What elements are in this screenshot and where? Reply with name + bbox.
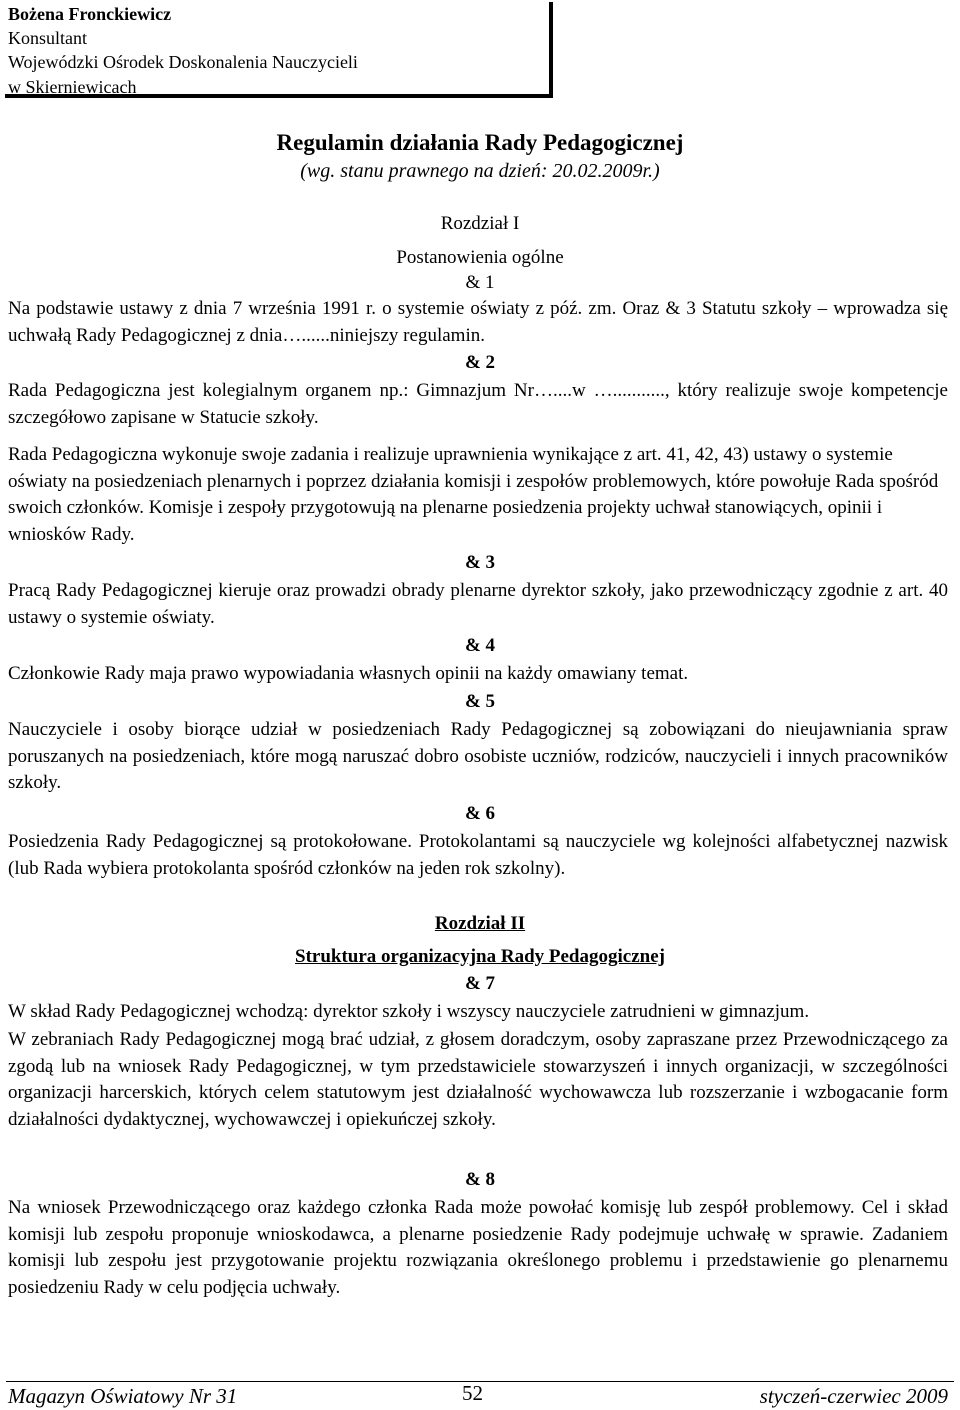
- section-3-marker: & 3: [464, 552, 496, 573]
- document-subtitle: (wg. stanu prawnego na dzień: 20.02.2009r.): [300, 160, 660, 182]
- section-4-marker: & 4: [464, 635, 496, 656]
- author-box: [5, 2, 553, 98]
- document-title: Regulamin działania Rady Pedagogicznej: [276, 130, 684, 155]
- section-1-text: Na podstawie ustawy z dnia 7 września 1991 r. o systemie oświaty z póź. zm. Oraz & 3 Statutu szkoły – wprowadza się uchwałą Rady Pedagogicznej z dnia…......niniejszy regulamin.: [8, 298, 948, 346]
- section-5-marker: & 5: [464, 691, 496, 712]
- section-8-marker: & 8: [464, 1169, 496, 1190]
- section-2-marker: & 2: [464, 352, 496, 373]
- chapter-1-subheading: Postanowienia ogólne: [396, 247, 564, 268]
- section-4-text: Członkowie Rady maja prawo wypowiadania własnych opinii na każdy omawiany temat.: [8, 663, 689, 684]
- section-1-marker: & 1: [465, 272, 495, 293]
- footer-magazine: Magazyn Oświatowy Nr 31: [8, 1384, 238, 1408]
- chapter-1-heading: Rozdział I: [440, 213, 520, 234]
- section-3-text: Pracą Rady Pedagogicznej kieruje oraz prowadzi obrady plenarne dyrektor szkoły, jako przewodniczący zgodnie z art. 40 ustawy o systemie oświaty.: [8, 580, 948, 628]
- chapter-2-heading: Rozdział II: [434, 913, 526, 934]
- section-7-text-a: W skład Rady Pedagogicznej wchodzą: dyrektor szkoły i wszyscy nauczyciele zatrudnieni w gimnazjum.: [8, 1001, 810, 1022]
- author-name: Bożena Fronckiewicz: [8, 4, 172, 24]
- author-institution: Wojewódzki Ośrodek Doskonalenia Nauczycieli: [8, 52, 358, 72]
- section-2-text-a: Rada Pedagogiczna jest kolegialnym organem np.: Gimnazjum Nr…....w …..........., który realizuje swoje kompetencje szczegółowo zapisane w Statucie szkoły.: [8, 380, 948, 428]
- footer-page-number: 52: [462, 1381, 483, 1405]
- author-city: w Skierniewicach: [8, 77, 137, 97]
- section-6-marker: & 6: [464, 803, 496, 824]
- section-2-text-b: Rada Pedagogiczna wykonuje swoje zadania i realizuje uprawnienia wynikające z art. 41, 42, 43) ustawy o systemie oświaty na posiedzeniach plenarnych i poprzez działania komisji i zespołów problemowych, które powołuje Rada spośród swoich członków. Komisje i zespoły przygotowują na plenarne posiedzenia projekty uchwał stanowiących, opinii i wniosków Rady.: [8, 444, 939, 545]
- section-5-text: Nauczyciele i osoby biorące udział w posiedzeniach Rady Pedagogicznej są zobowiązani do nieujawniania spraw poruszanych na posiedzeniach, które mogą naruszać dobro osobiste uczniów, rodziców, nauczycieli i innych pracowników szkoły.: [8, 719, 948, 794]
- author-role: Konsultant: [8, 28, 87, 48]
- section-6-text: Posiedzenia Rady Pedagogicznej są protokołowane. Protokolantami są nauczyciele wg kolejności alfabetycznej nazwisk (lub Rada wybiera protokolanta spośród członków na jeden rok szkolny).: [8, 831, 948, 879]
- chapter-2-subheading: Struktura organizacyjna Rady Pedagogicznej: [295, 946, 665, 967]
- footer-date: styczeń-czerwiec 2009: [759, 1384, 948, 1408]
- section-7-marker: & 7: [464, 973, 496, 994]
- section-8-text: Na wniosek Przewodniczącego oraz każdego członka Rada może powołać komisję lub zespół problemowy. Cel i skład komisji lub zespołu proponuje wnioskodawca, a plenarne posiedzenie Rady podejmuje uchwałę w sprawie. Zadaniem komisji lub zespołu jest przygotowanie projektu rozwiązania określonego problemu i przedstawienie go plenarnemu posiedzeniu Rady w celu podjęcia uchwały.: [8, 1197, 948, 1298]
- section-7-text-b: W zebraniach Rady Pedagogicznej mogą brać udział, z głosem doradczym, osoby zapraszane przez Przewodniczącego za zgodą lub na wniosek Rady Pedagogicznej, w tym przedstawiciele stowarzyszeń i innych organizacji, w szczególności organizacji harcerskich, których celem statutowym jest działalność wychowawcza lub rozszerzanie i wzbogacanie form działalności dydaktycznej, wychowawczej i opiekuńczej szkoły.: [8, 1029, 948, 1130]
